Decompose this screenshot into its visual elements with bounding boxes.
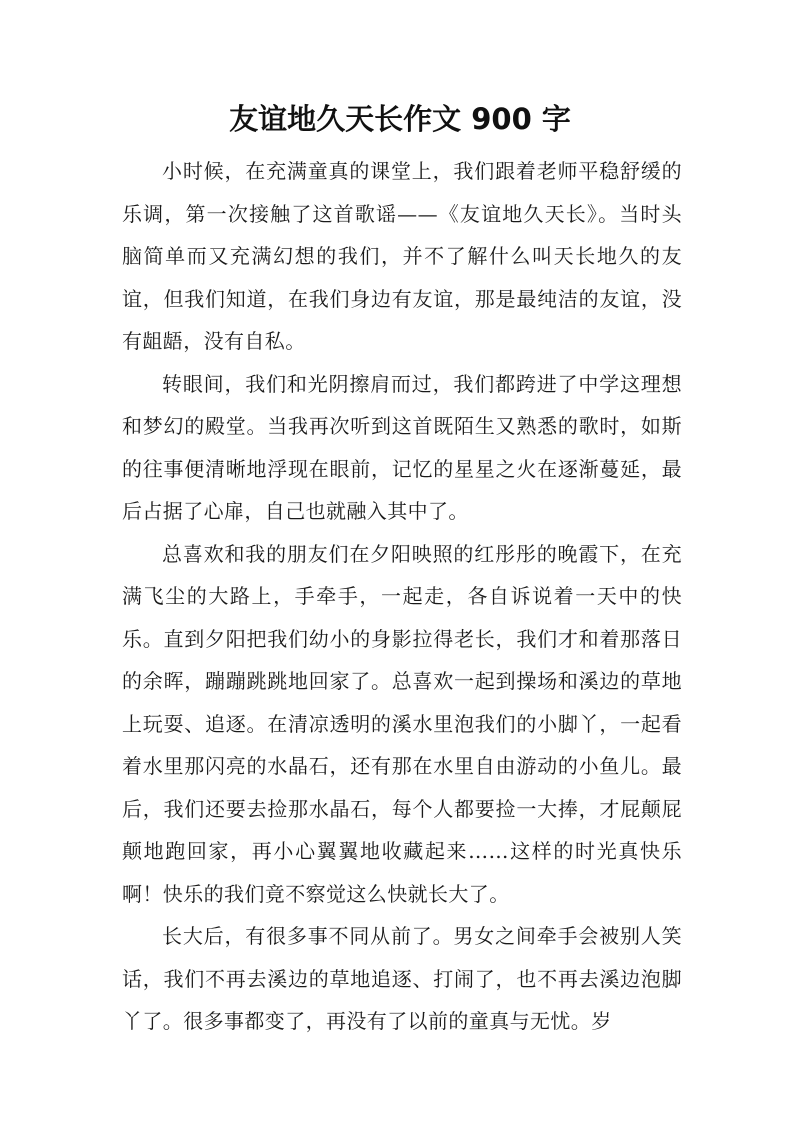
paragraph-4: 长大后，有很多事不同从前了。男女之间牵手会被别人笑话，我们不再去溪边的草地追逐、打闹了，也不再去溪边泡脚丫了。很多事都变了，再没有了以前的童真与无忧。岁	[122, 924, 682, 1033]
paragraph-3: 总喜欢和我的朋友们在夕阳映照的红彤彤的晚霞下，在充满飞尘的大路上，手牵手，一起走，各自诉说着一天中的快乐。直到夕阳把我们幼小的身影拉得老长，我们才和着那落日的余晖，蹦蹦跳跳地回家了。总喜欢一起到操场和溪边的草地上玩耍、追逐。在清凉透明的溪水里泡我们的小脚丫，一起看着水里那闪亮的水晶石，还有那在水里自由游动的小鱼儿。最后，我们还要去捡那水晶石，每个人都要捡一大捧，才屁颠屁颠地跑回家，再小心翼翼地收藏起来……这样的时光真快乐啊！快乐的我们竟不察觉这么快就长大了。	[122, 541, 682, 906]
paragraph-2: 转眼间，我们和光阴擦肩而过，我们都跨进了中学这理想和梦幻的殿堂。当我再次听到这首既陌生又熟悉的歌时，如斯的往事便清晰地浮现在眼前，记忆的星星之火在逐渐蔓延，最后占据了心扉，自己也就融入其中了。	[122, 371, 682, 523]
document-title: 友谊地久天长作文 900 字	[229, 102, 571, 136]
paragraph-1: 小时候，在充满童真的课堂上，我们跟着老师平稳舒缓的乐调，第一次接触了这首歌谣——《友谊地久天长》。当时头脑简单而又充满幻想的我们，并不了解什么叫天长地久的友谊，但我们知道，在我们身边有友谊，那是最纯洁的友谊，没有龃龉，没有自私。	[122, 159, 682, 353]
document-body	[122, 150, 682, 1043]
